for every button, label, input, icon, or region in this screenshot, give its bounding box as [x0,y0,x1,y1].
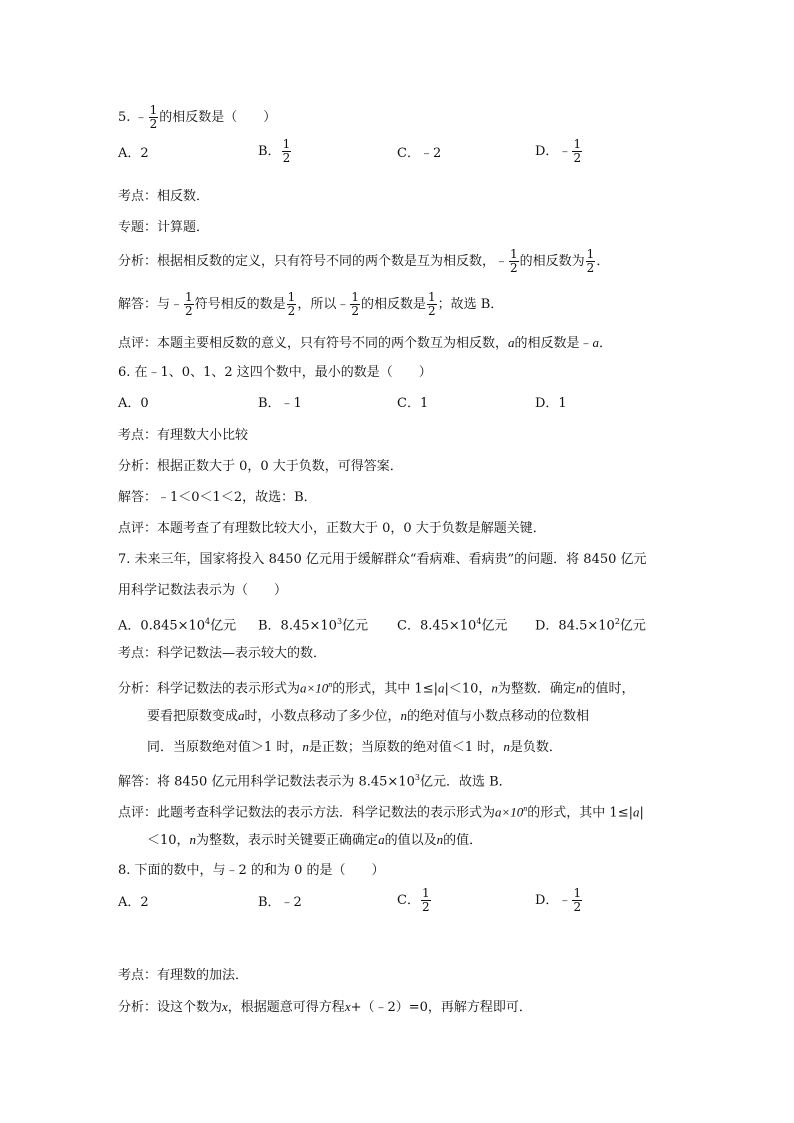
q7-option-a: A．$0.845\times 10^4$亿元 [118,617,237,634]
q7-dianping-line2: ＜10，n为整数，表示时关键要正确确定a的值以及n的值． [147,832,483,848]
q6-stem: 6. 在﹣1、0、1、2 这四个数中，最小的数是（ ） [118,365,432,380]
fraction: $\frac{1}{2}$ [149,103,158,131]
q8-fenxi: 分析：设这个数为x，根据题意可得方程x+（﹣2）=0，再解方程即可． [118,999,532,1015]
q6-jieda: 解答：﹣1＜0＜1＜2，故选：B． [118,490,317,505]
q5-jieda: 解答：与﹣ $\frac{1}{2}$ 符号相反的数是 $\frac{1}{2}$ ，所以﹣ $\frac{1}{2}$ 的相反数是 $\frac{1}{2}$ ；故选 B． [118,290,504,318]
q8-option-d: D．﹣ $\frac{1}{2}$ [535,886,582,914]
fraction: $\frac{1}{2}$ [287,290,296,318]
q8-kaodian: 考点：有理数的加法． [118,968,249,983]
q7-option-b: B．$8.45\times 10^3$亿元 [258,617,369,634]
q5-fenxi: 分析：根据相反数的定义，只有符号不同的两个数是互为相反数，﹣ $\frac{1}{2}$ 的相反数为 $\frac{1}{2}$ ． [118,247,610,275]
fraction: $\frac{1}{2}$ [586,247,595,275]
q6-dianping: 点评：本题考查了有理数比较大小，正数大于 0，0 大于负数是解题关键． [118,521,546,536]
q5-option-d: D．﹣ $\frac{1}{2}$ [535,137,582,165]
q7-stem-line2: 用科学记数法表示为（ ） [118,583,288,598]
q7-option-d: D．$84.5\times 10^2$亿元 [535,617,646,634]
q6-option-d: D．1 [535,396,567,411]
fraction: $\frac{1}{2}$ [510,247,518,275]
q6-option-b: B．﹣1 [258,396,302,411]
q8-option-a: A．2 [118,895,149,910]
q5-kaodian: 考点：相反数． [118,189,210,204]
q6-option-a: A．0 [118,396,149,411]
q5-stem: 5. ﹣ $\frac{1}{2}$ 的相反数是（ ） [118,103,277,131]
q7-kaodian: 考点：科学记数法—表示较大的数． [118,646,327,661]
q8-option-c: C． $\frac{1}{2}$ [397,886,430,914]
q6-kaodian: 考点：有理数大小比较 [118,428,249,443]
question-number: 5. [118,110,131,125]
q7-jieda: 解答：将 8450 亿元用科学记数法表示为 $8.45\times 10^3$亿元．故选 B． [118,773,512,790]
q8-option-b: B．﹣2 [258,895,302,910]
q7-fenxi-line1: 分析：科学记数法的表示形式为$a\times 10^n$的形式，其中 1≤|a|＜10，n为整数．确定n的值时， [118,680,635,697]
q6-option-c: C．1 [397,396,429,411]
q7-fenxi-line3: 同．当原数绝对值＞1 时，n是正数；当原数的绝对值＜1 时，n是负数． [147,739,562,755]
q7-dianping-line1: 点评：此题考查科学记数法的表示方法．科学记数法的表示形式为$a\times 10^n$的形式，其中 1≤|a| [118,804,644,821]
q7-fenxi-line2: 要看把原数变成a时，小数点移动了多少位，n的绝对值与小数点移动的位数相 [147,708,590,724]
q5-dianping: 点评：本题主要相反数的意义，只有符号不同的两个数互为相反数，a的相反数是﹣a． [118,335,613,351]
fraction: $\frac{1}{2}$ [573,137,582,165]
q5-option-c: C．﹣2 [397,146,442,161]
q7-option-c: C．$8.45\times 10^4$亿元 [397,617,508,634]
q5-option-a: A．2 [118,146,149,161]
q7-stem-line1: 7. 未来三年，国家将投入 8450 亿元用于缓解群众“看病难、看病贵”的问题．将 8450 亿元 [118,552,647,567]
fraction: $\frac{1}{2}$ [427,290,436,318]
fraction: $\frac{1}{2}$ [573,886,582,914]
fraction: $\frac{1}{2}$ [185,290,193,318]
fraction: $\frac{1}{2}$ [351,290,359,318]
q5-zhuanti: 专题：计算题． [118,220,210,235]
q5-option-b: B． $\frac{1}{2}$ [258,137,291,165]
q6-fenxi: 分析：根据正数大于 0，0 大于负数，可得答案． [118,459,403,474]
fraction: $\frac{1}{2}$ [282,137,291,165]
q8-stem: 8. 下面的数中，与﹣2 的和为 0 的是（ ） [118,863,385,878]
fraction: $\frac{1}{2}$ [421,886,430,914]
